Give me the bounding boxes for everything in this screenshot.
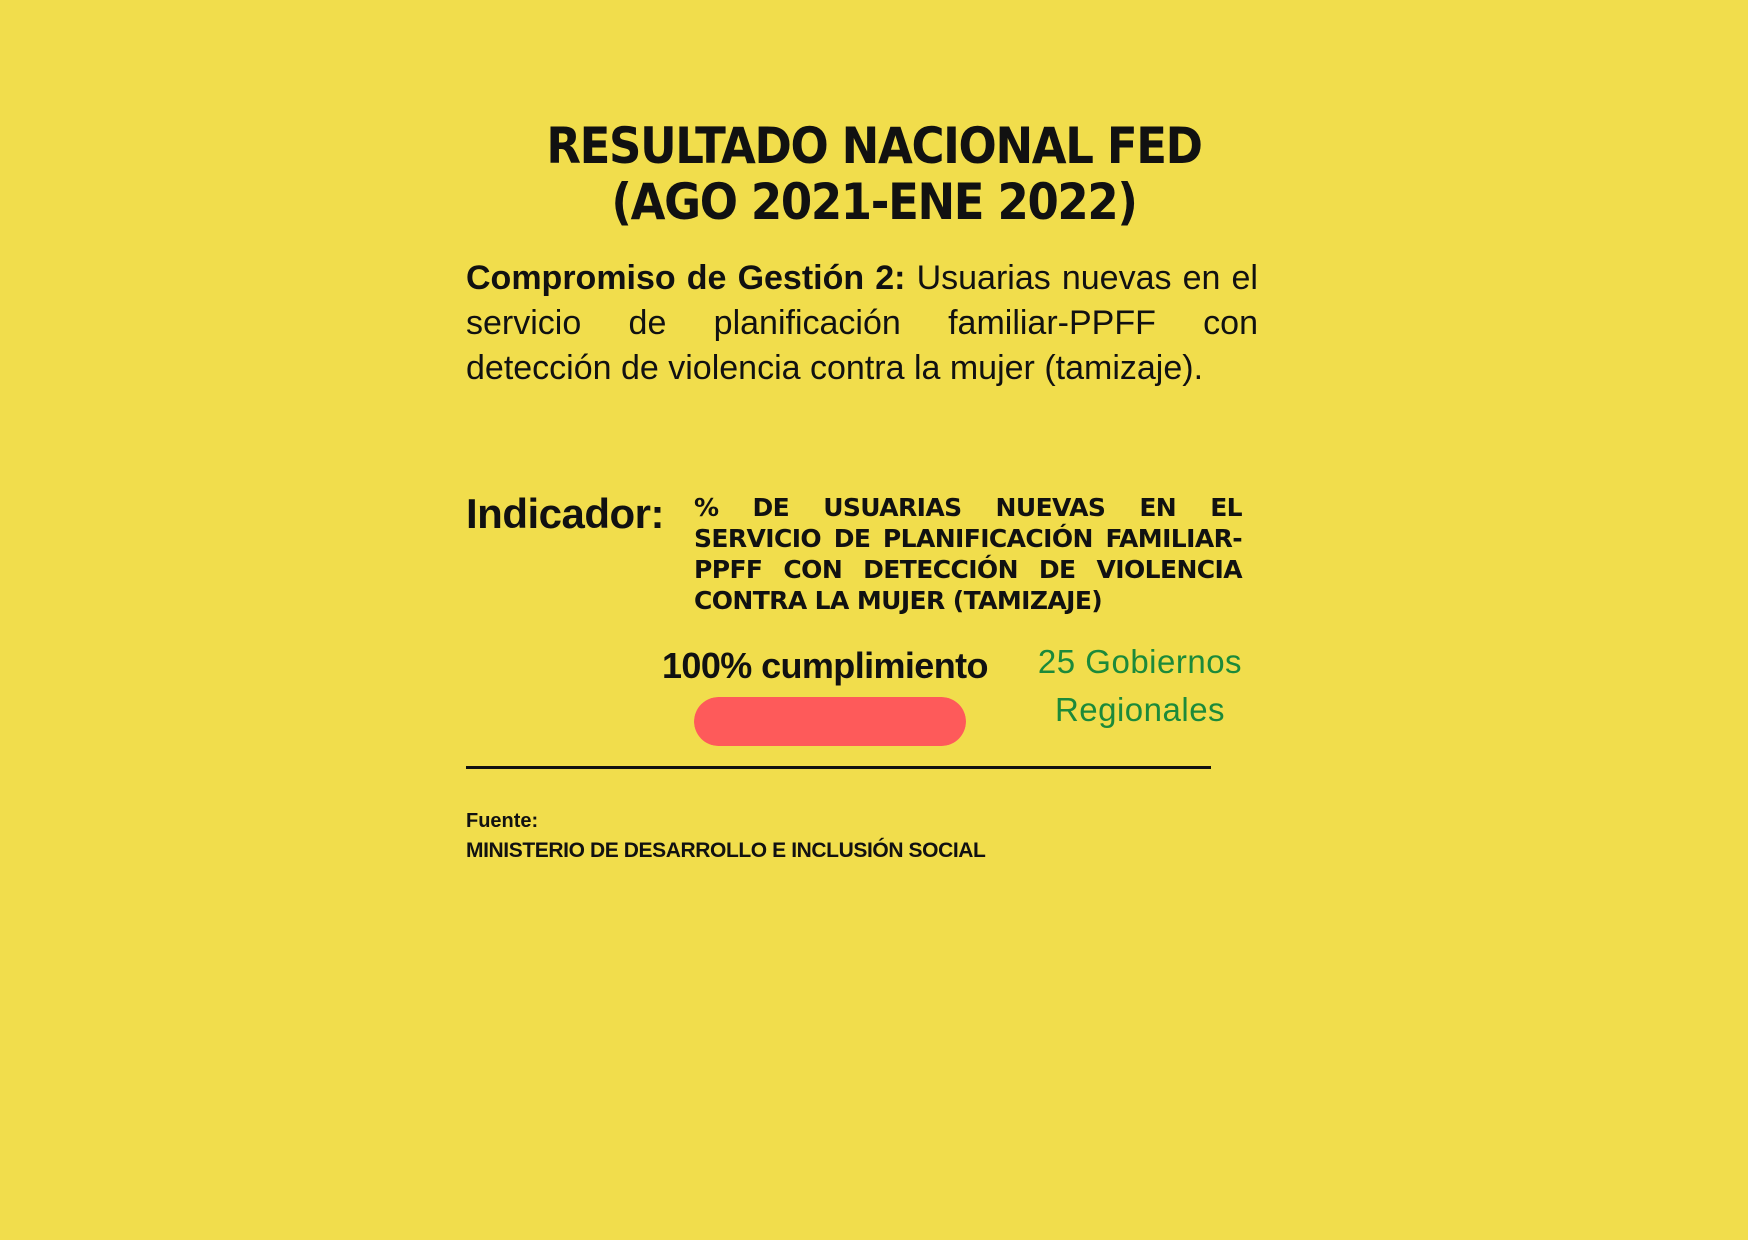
gobiernos-line-1: 25 Gobiernos [1037, 643, 1243, 680]
cumplimiento-label: 100% cumplimiento [662, 645, 988, 686]
compromiso-paragraph [466, 256, 1258, 391]
cumplimiento-progress-bar [694, 697, 966, 746]
page-title [87, 118, 1660, 230]
divider-line [466, 766, 1211, 769]
fuente-value: MINISTERIO DE DESARROLLO E INCLUSIÓN SOCIAL [466, 839, 986, 862]
title-line-2: (AGO 2021-ENE 2022) [611, 173, 1137, 231]
indicador-label: Indicador: [466, 490, 665, 537]
gobiernos-line-2: Regionales [1054, 691, 1226, 728]
gobiernos-regionales [1020, 638, 1260, 734]
title-line-1: RESULTADO NACIONAL FED [546, 117, 1202, 175]
fuente-label: Fuente: [466, 810, 539, 832]
compromiso-label: Compromiso de Gestión 2: [466, 259, 906, 297]
indicador-text: % DE USUARIAS NUEVAS EN EL SERVICIO DE PLANIFICACIÓN FAMILIAR-PPFF CON DETECCIÓN DE VIOLENCIA CONTRA LA MUJER (TAMIZAJE) [694, 493, 1242, 615]
compromiso-text: Usuarias nuevas en el servicio de planificación familiar-PPFF con detección de violencia contra la mujer (tamizaje). [466, 259, 1258, 387]
cumplimiento-progress-fill [694, 697, 966, 746]
